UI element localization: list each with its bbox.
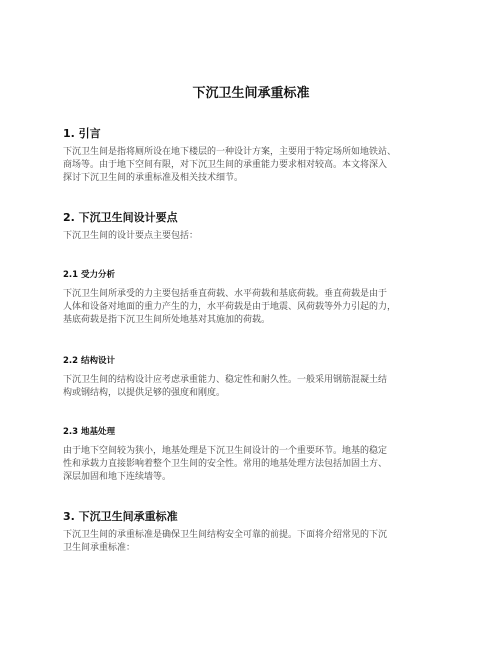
paragraph-line: 下沉卫生间的设计要点主要包括： — [63, 231, 199, 241]
subsection-paragraph-foundation-treatment — [63, 445, 443, 484]
paragraph-line: 基底荷载是指下沉卫生间所处地基对其施加的荷载。 — [63, 315, 271, 325]
paragraph-line: 下沉卫生间所承受的力主要包括垂直荷载、水平荷载和基底荷载。垂直荷载是由于 — [63, 289, 388, 299]
paragraph-line: 构或钢结构，以提供足够的强度和刚度。 — [63, 388, 226, 398]
paragraph-line: 深层加固和地下连续墙等。 — [63, 472, 172, 482]
paragraph-line: 下沉卫生间的承重标准是确保卫生间结构安全可靠的前提。下面将介绍常见的下沉 — [63, 530, 388, 540]
subsection-heading-force-analysis: 2.1 受力分析 — [63, 270, 116, 280]
paragraph-line: 探讨下沉卫生间的承重标准及相关技术细节。 — [63, 173, 244, 183]
paragraph-line: 由于地下空间较为狭小，地基处理是下沉卫生间设计的一个重要环节。地基的稳定 — [63, 446, 388, 456]
subsection-heading-foundation-treatment: 2.3 地基处理 — [63, 427, 116, 437]
paragraph-line: 商场等。由于地下空间有限，对下沉卫生间的承重能力要求相对较高。本文将深入 — [63, 160, 388, 170]
paragraph-line: 性和承载力直接影响着整个卫生间的安全性。常用的地基处理方法包括加固土方、 — [63, 459, 388, 469]
paragraph-line: 下沉卫生间是指将厕所设在地下楼层的一种设计方案，主要用于特定场所如地铁站、 — [63, 147, 397, 157]
section-paragraph-design-points — [63, 230, 443, 243]
document-title: 下沉卫生间承重标准 — [192, 86, 310, 101]
section-heading-introduction: 1. 引言 — [63, 127, 101, 140]
paragraph-line: 人体和设备对地面的重力产生的力，水平荷载是由于地震、风荷载等外力引起的力， — [63, 302, 397, 312]
subsection-paragraph-force-analysis — [63, 288, 443, 327]
section-heading-load-standards: 3. 下沉卫生间承重标准 — [63, 510, 178, 523]
section-paragraph-introduction — [63, 146, 443, 185]
paragraph-line: 卫生间承重标准： — [63, 543, 136, 553]
subsection-paragraph-structural-design — [63, 374, 443, 400]
section-paragraph-load-standards — [63, 529, 443, 555]
subsection-heading-structural-design: 2.2 结构设计 — [63, 356, 116, 366]
paragraph-line: 下沉卫生间的结构设计应考虑承重能力、稳定性和耐久性。一般采用钢筋混凝土结 — [63, 375, 388, 385]
section-heading-design-points: 2. 下沉卫生间设计要点 — [63, 211, 178, 224]
